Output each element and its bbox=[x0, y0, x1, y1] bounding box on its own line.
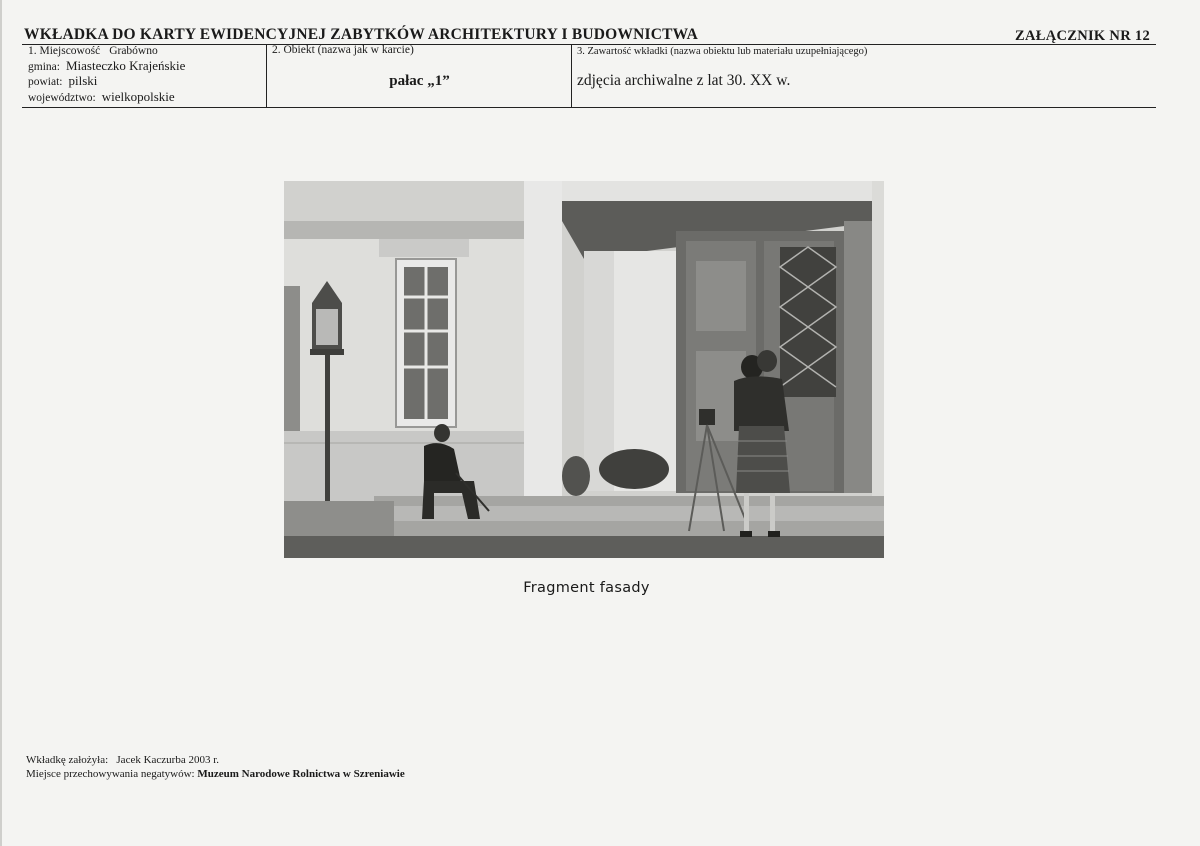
author-label: Wkładkę założyła: bbox=[26, 754, 109, 766]
wojewodztwo-value: wielkopolskie bbox=[101, 88, 175, 104]
location-cell bbox=[28, 43, 263, 105]
powiat-value: pilski bbox=[68, 73, 98, 88]
gmina-row: gmina: Miasteczko Krajeńskie bbox=[28, 57, 186, 73]
content-label: 3. Zawartość wkładki (nazwa obiektu lub materiału uzupełniającego) bbox=[577, 46, 868, 57]
storage-label: Miejsce przechowywania negatywów: bbox=[26, 768, 195, 780]
locality-value: Grabówno bbox=[109, 45, 158, 57]
facade-photo-illustration bbox=[284, 181, 884, 558]
footer-storage bbox=[26, 768, 405, 780]
table-bottom-rule bbox=[22, 107, 1156, 108]
storage-value: Muzeum Narodowe Rolnictwa w Szreniawie bbox=[197, 768, 405, 780]
wojewodztwo-row: województwo: wielkopolskie bbox=[28, 88, 175, 104]
form-title: WKŁADKA DO KARTY EWIDENCYJNEJ ZABYTKÓW ARCHITEKTURY I BUDOWNICTWA bbox=[24, 26, 699, 43]
archival-photo bbox=[284, 181, 884, 558]
column-divider-2 bbox=[571, 44, 572, 107]
powiat-row: powiat: pilski bbox=[28, 73, 98, 88]
content-value: zdjęcia archiwalne z lat 30. XX w. bbox=[577, 72, 791, 89]
footer-author bbox=[26, 754, 219, 766]
object-value: pałac „1” bbox=[389, 73, 450, 89]
photo-caption: Fragment fasady bbox=[523, 580, 650, 596]
object-label: 2. Obiekt (nazwa jak w karcie) bbox=[272, 44, 414, 56]
gmina-value: Miasteczko Krajeńskie bbox=[65, 57, 186, 73]
annex-number: ZAŁĄCZNIK NR 12 bbox=[1014, 28, 1150, 44]
content-cell bbox=[577, 45, 1147, 89]
object-cell bbox=[272, 43, 567, 89]
locality-row: 1. Miejscowość Grabówno bbox=[28, 45, 158, 57]
author-value: Jacek Kaczurba 2003 r. bbox=[116, 754, 220, 766]
column-divider-1 bbox=[266, 44, 267, 107]
